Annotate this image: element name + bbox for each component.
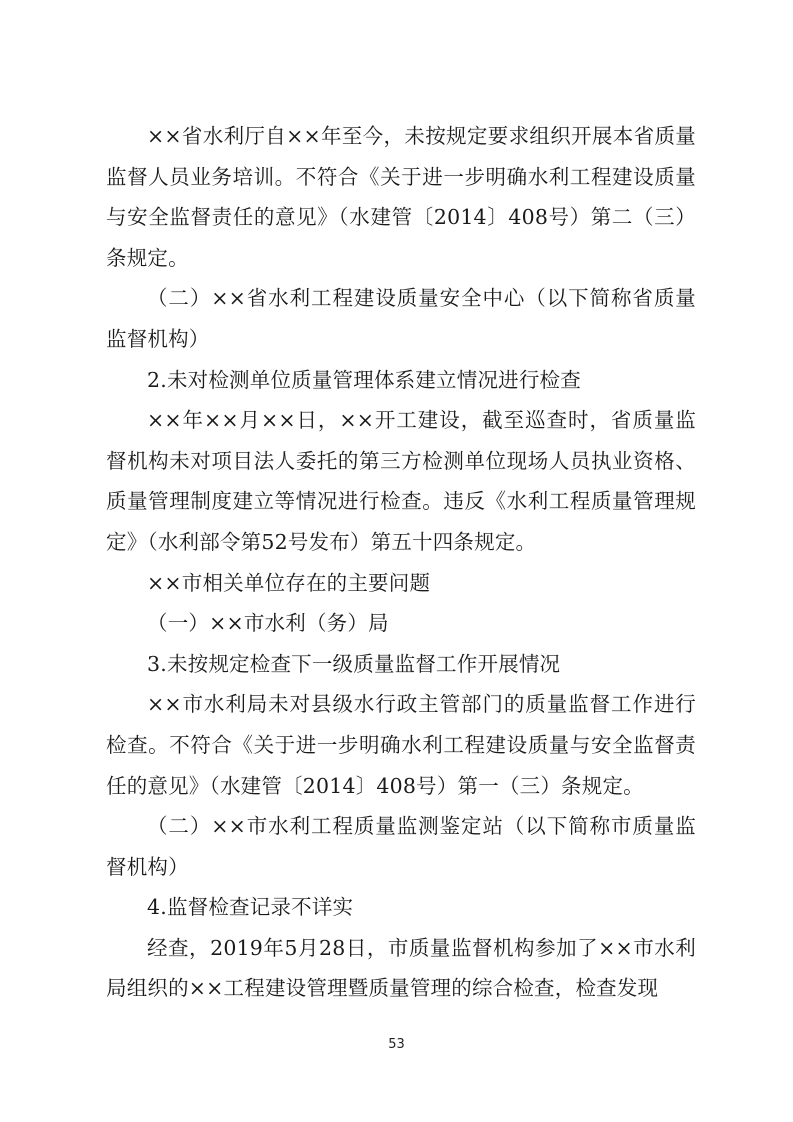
section-heading-city-water-bureau: （一）××市水利（务）局 [147,611,389,636]
section-heading-city-units: ××市相关单位存在的主要问题 [147,570,431,595]
issue-heading-4: 4.监督检查记录不详实 [147,895,354,920]
section-heading-provincial-center: （二）××省水利工程建设质量安全中心（以下简称省质量监督机构） [106,286,696,351]
section-heading-city-station: （二）××市水利工程质量监测鉴定站（以下简称市质量监督机构） [106,814,696,879]
issue-heading-3: 3.未按规定检查下一级质量监督工作开展情况 [147,651,561,676]
document-body [106,116,696,1009]
paragraph-provincial-training-issue: ××省水利厅自××年至今，未按规定要求组织开展本省质量监督人员业务培训。不符合《关于进一步明确水利工程建设质量与安全监督责任的意见》（水建管〔2014〕408号）第二（三）条规定。 [106,124,696,270]
issue-heading-2: 2.未对检测单位质量管理体系建立情况进行检查 [147,367,581,392]
paragraph-county-supervision-issue: ××市水利局未对县级水行政主管部门的质量监督工作进行检查。不符合《关于进一步明确水利工程建设质量与安全监督责任的意见》（水建管〔2014〕408号）第一（三）条规定。 [106,692,696,798]
page-number: 53 [388,1037,405,1052]
paragraph-testing-unit-issue: ××年××月××日，××开工建设，截至巡查时，省质量监督机构未对项目法人委托的第三方检测单位现场人员执业资格、质量管理制度建立等情况进行检查。违反《水利工程质量管理规定》（水利部令第52号发布）第五十四条规定。 [106,408,696,554]
paragraph-inspection-record-issue: 经查，2019年5月28日，市质量监督机构参加了××市水利局组织的××工程建设管理暨质量管理的综合检查，检查发现 [106,935,696,1001]
